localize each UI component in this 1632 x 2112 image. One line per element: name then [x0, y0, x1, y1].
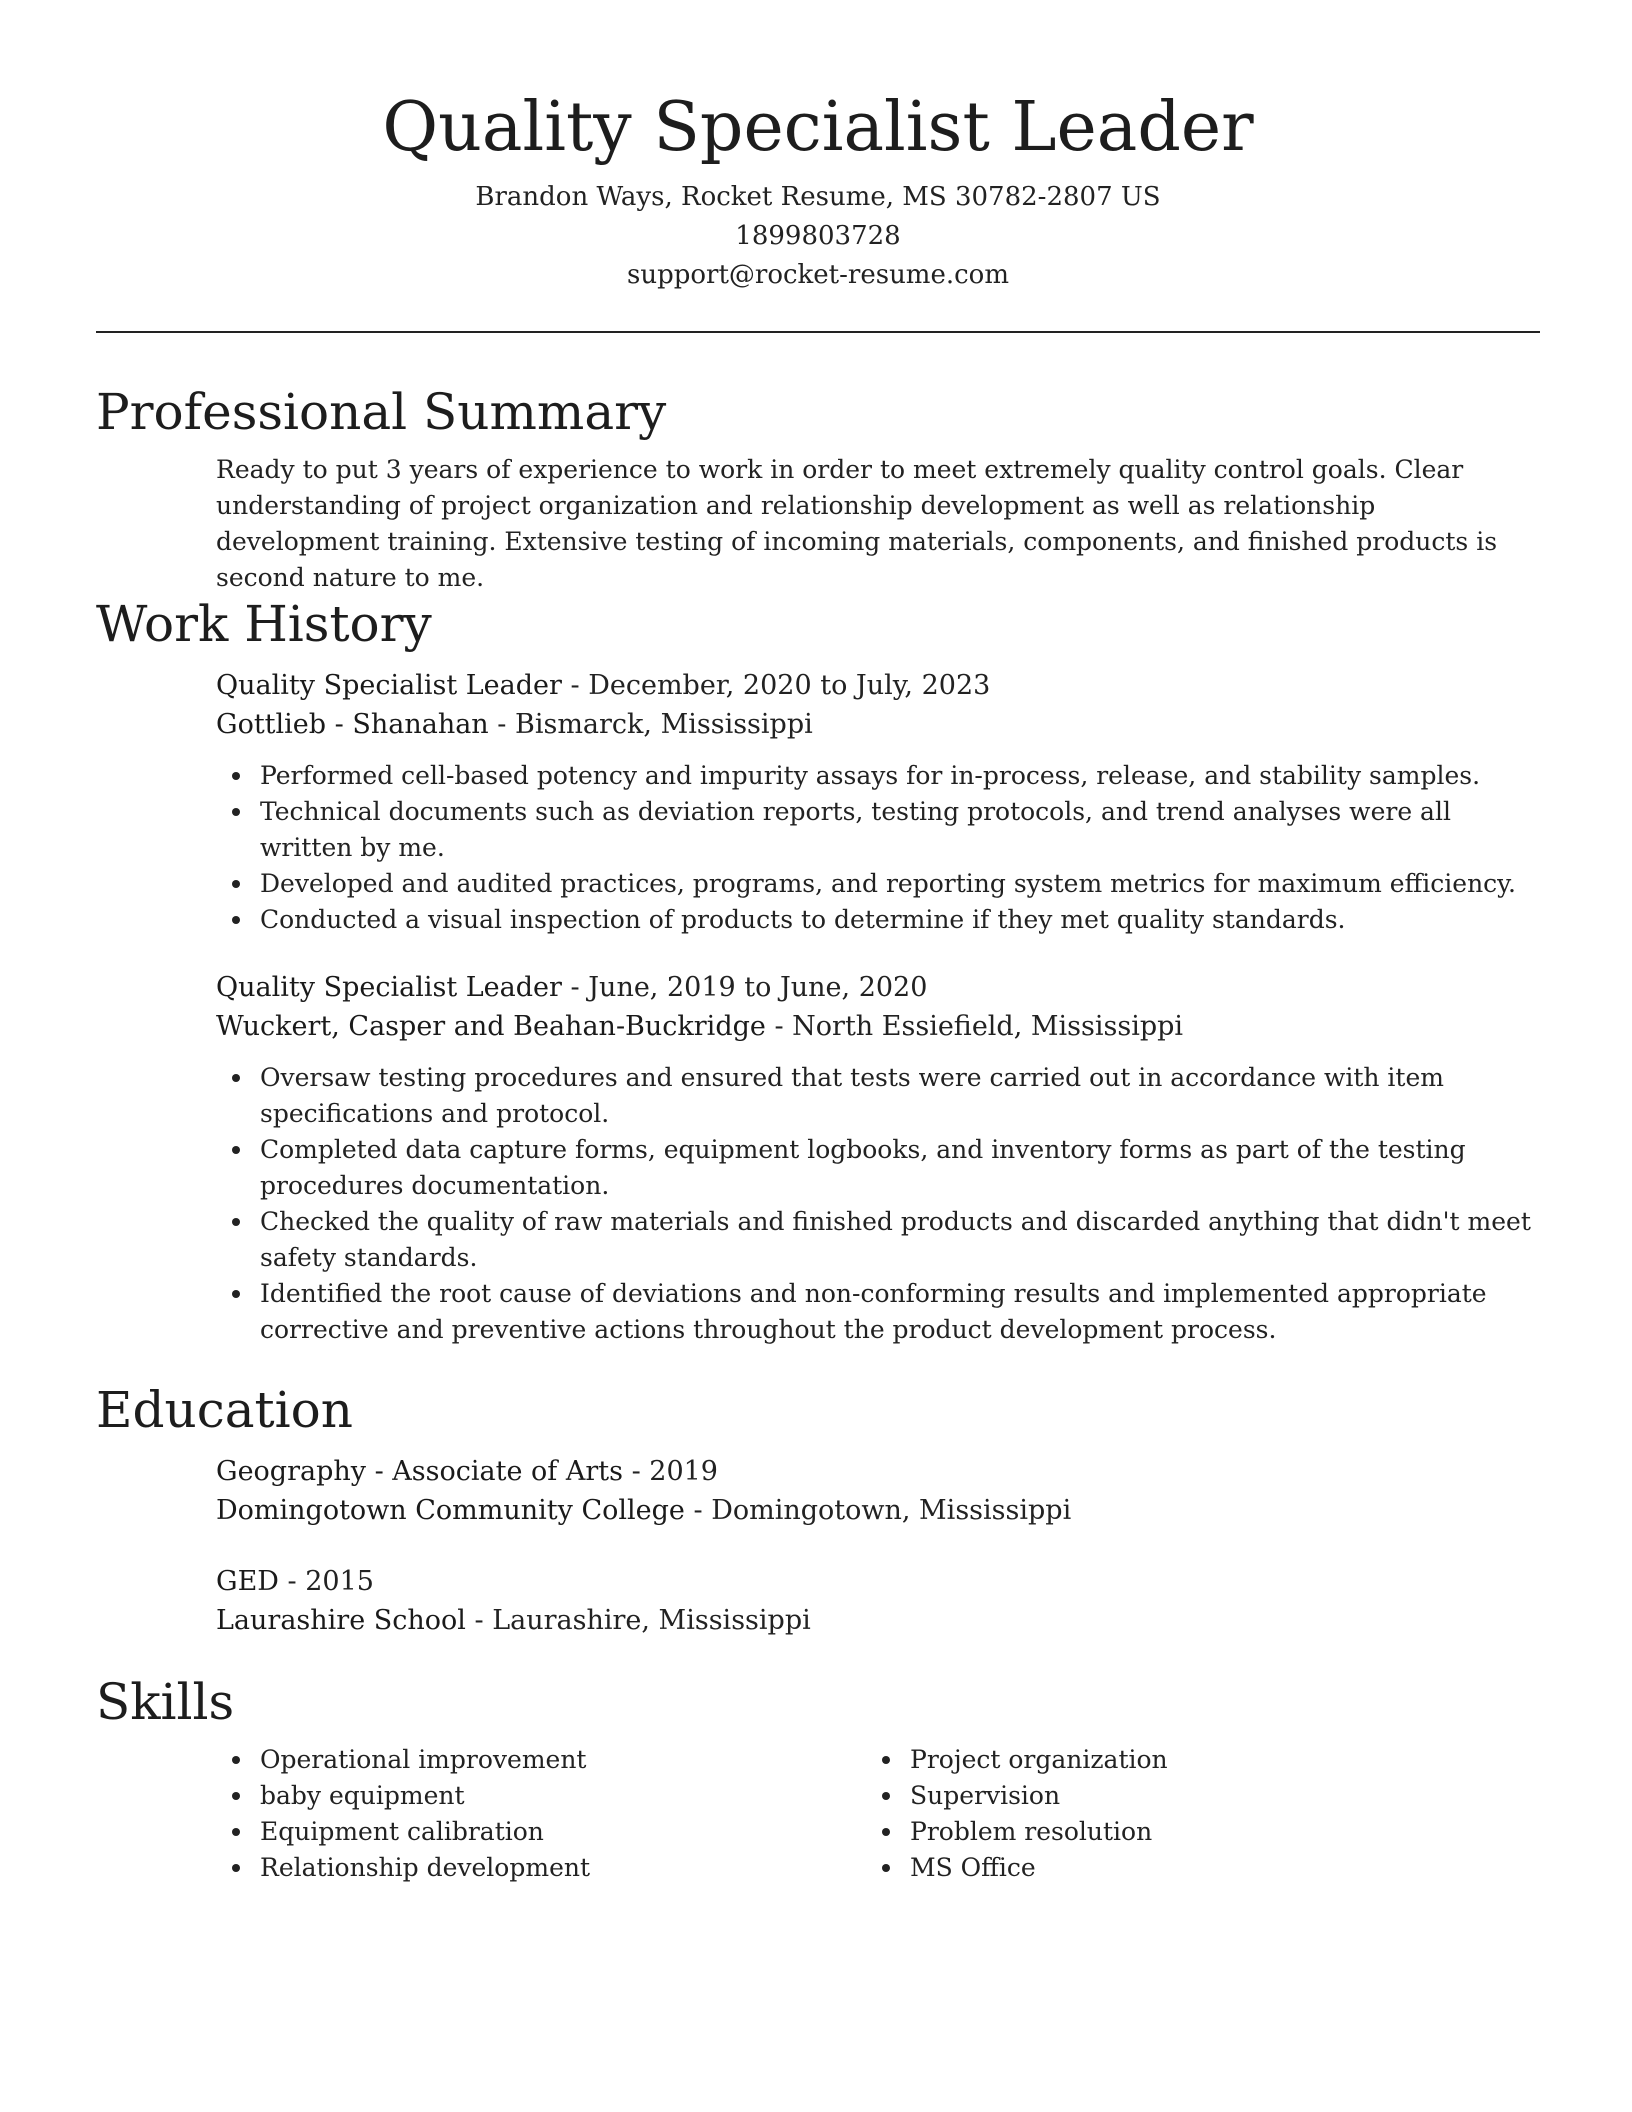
- job-company: Wuckert, Casper and Beahan-Buckridge: [216, 1011, 766, 1042]
- education-degree: GED: [216, 1566, 279, 1597]
- job-title-line: [216, 968, 1540, 1007]
- education-degree-line: [216, 1452, 1540, 1491]
- skill-item: Operational improvement: [260, 1742, 866, 1778]
- skill-item: Relationship development: [260, 1850, 866, 1886]
- job-company: Gottlieb - Shanahan: [216, 709, 489, 740]
- work-history-title: Work History: [96, 595, 432, 653]
- job-bullet: Performed cell-based potency and impurity assays for in-process, release, and stability samples.: [260, 758, 1540, 794]
- job-bullet: Developed and audited practices, programs, and reporting system metrics for maximum efficiency.: [260, 866, 1540, 902]
- job-location: - North Essiefield, Mississippi: [765, 1011, 1184, 1042]
- education-entry: [216, 1562, 1540, 1640]
- job-dates: - December, 2020 to July, 2023: [561, 670, 991, 701]
- education-title: Education: [96, 1381, 353, 1439]
- skills-list-left: [216, 1742, 866, 1886]
- summary-section: [96, 382, 1540, 596]
- education-section: [96, 1380, 1540, 1640]
- summary-text: Ready to put 3 years of experience to work in order to meet extremely quality control goals. Clear understanding of project organization and relationship development as well as relationship development training. Extensive testing of incoming materials, components, and finished products is second nature to me.: [216, 455, 1498, 592]
- contact-block: [96, 178, 1540, 295]
- candidate-name: Quality Specialist Leader: [382, 88, 1254, 167]
- skill-item: Equipment calibration: [260, 1814, 866, 1850]
- job-role: Quality Specialist Leader: [216, 670, 562, 701]
- skills-list-right: [866, 1742, 1516, 1886]
- contact-email: support@rocket-resume.com: [626, 260, 1009, 290]
- education-school: Laurashire School: [216, 1605, 466, 1636]
- job-bullet: Oversaw testing procedures and ensured that tests were carried out in accordance with item specifications and protocol.: [260, 1060, 1540, 1132]
- job-bullet: Completed data capture forms, equipment logbooks, and inventory forms as part of the testing procedures documentation.: [260, 1132, 1540, 1204]
- job-location: - Bismarck, Mississippi: [488, 709, 813, 740]
- education-year: - 2015: [278, 1566, 374, 1597]
- skill-item: baby equipment: [260, 1778, 866, 1814]
- education-degree: Geography - Associate of Arts: [216, 1456, 623, 1487]
- education-location: - Laurashire, Mississippi: [465, 1605, 811, 1636]
- work-history-section: [96, 594, 1540, 1348]
- resume-header: [96, 0, 1540, 333]
- education-school-line: [216, 1601, 1540, 1640]
- skills-section: [96, 1672, 1540, 1886]
- skill-item: Project organization: [910, 1742, 1516, 1778]
- education-entry: [216, 1452, 1540, 1530]
- contact-phone: 1899803728: [735, 221, 901, 251]
- job-bullet: Checked the quality of raw materials and finished products and discarded anything that didn't meet safety standards.: [260, 1204, 1540, 1276]
- summary-title: Professional Summary: [96, 383, 667, 441]
- job-entry: [216, 666, 1540, 938]
- education-year: - 2019: [622, 1456, 718, 1487]
- job-bullets: [216, 758, 1540, 938]
- job-company-line: [216, 1007, 1540, 1046]
- resume-page: [96, 0, 1540, 1882]
- skill-item: Supervision: [910, 1778, 1516, 1814]
- skills-columns: [216, 1742, 1540, 1886]
- job-bullets: [216, 1060, 1540, 1348]
- job-entry: [216, 968, 1540, 1348]
- skill-item: MS Office: [910, 1850, 1516, 1886]
- job-title-line: [216, 666, 1540, 705]
- skills-column-left: [216, 1742, 866, 1886]
- education-location: - Domingotown, Mississippi: [684, 1495, 1072, 1526]
- education-school-line: [216, 1491, 1540, 1530]
- education-school: Domingotown Community College: [216, 1495, 685, 1526]
- contact-address: Brandon Ways, Rocket Resume, MS 30782-2807 US: [475, 182, 1161, 212]
- job-bullet: Technical documents such as deviation reports, testing protocols, and trend analyses were all written by me.: [260, 794, 1540, 866]
- job-role: Quality Specialist Leader: [216, 972, 562, 1003]
- education-degree-line: [216, 1562, 1540, 1601]
- skills-column-right: [866, 1742, 1516, 1886]
- header-divider: [96, 331, 1540, 333]
- job-dates: - June, 2019 to June, 2020: [561, 972, 928, 1003]
- skill-item: Problem resolution: [910, 1814, 1516, 1850]
- job-company-line: [216, 705, 1540, 744]
- skills-title: Skills: [96, 1673, 235, 1731]
- job-bullet: Identified the root cause of deviations and non-conforming results and implemented appropriate corrective and preventive actions throughout the product development process.: [260, 1276, 1540, 1348]
- job-bullet: Conducted a visual inspection of products to determine if they met quality standards.: [260, 902, 1540, 938]
